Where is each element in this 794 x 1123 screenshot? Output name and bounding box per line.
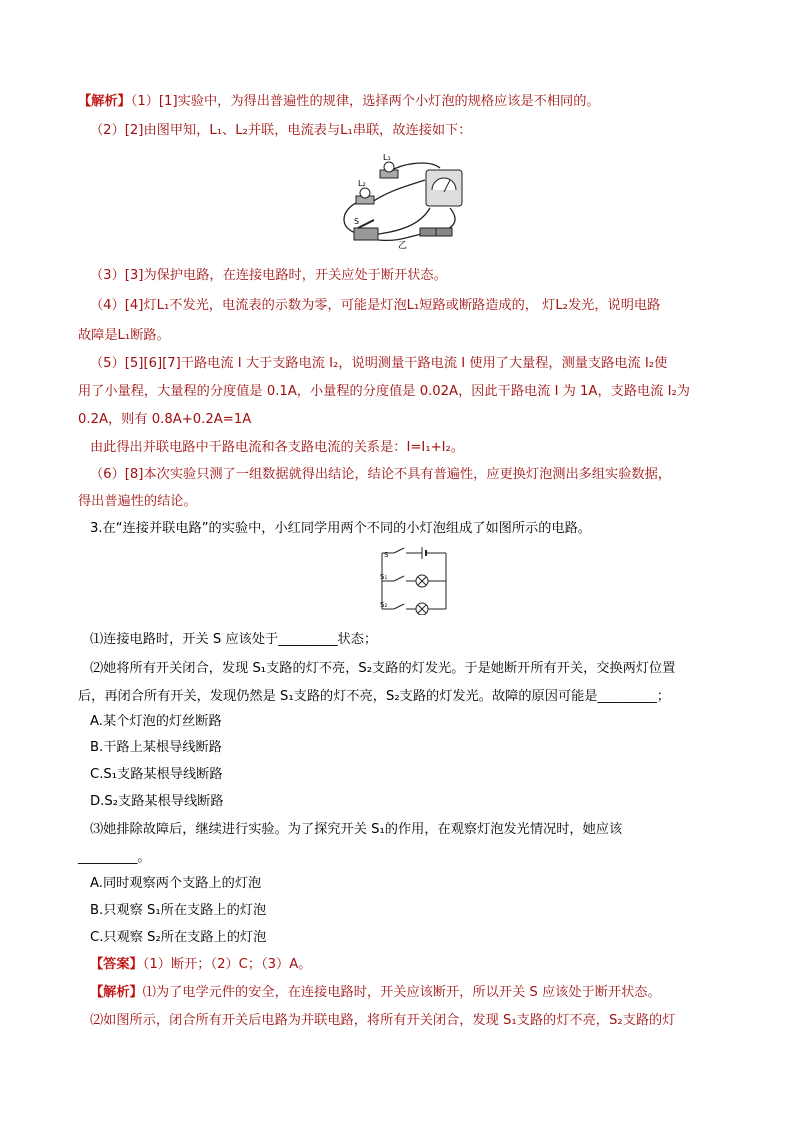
label-S: S <box>354 217 360 226</box>
solution-tag: 【解析】 <box>78 94 131 109</box>
circuit-diagram <box>370 547 452 615</box>
solution-line-4b: 故障是L₁断路。 <box>78 328 170 343</box>
option-3a: A.同时观察两个支路上的灯泡 <box>90 876 262 891</box>
solution3-line-2: ⑵如图所示，闭合所有开关后电路为并联电路，将所有开关闭合，发现 S₁支路的灯不亮，S₂支路的灯 <box>90 1013 676 1028</box>
solution-line-5d: 由此得出并联电路中干路电流和各支路电流的关系是：I=I₁+I₂。 <box>90 440 465 455</box>
solution3-text-1: ⑴为了电学元件的安全，在连接电路时，开关应该断开，所以开关 S 应该处于断开状态。 <box>142 985 661 1000</box>
option-d: D.S₂支路某根导线断路 <box>90 794 224 809</box>
answer-tag: 【答案】 <box>90 957 143 972</box>
option-c: C.S₁支路某根导线断路 <box>90 767 223 782</box>
solution-line-6a: （6）[8]本次实验只测了一组数据就得出结论，结论不具有普遍性，应更换灯泡测出多组实验数据， <box>90 467 671 482</box>
solution-line-1 <box>78 92 600 112</box>
label-yi: 乙 <box>398 241 408 250</box>
label-L1: L₁ <box>383 153 391 162</box>
question-stem: 3.在“连接并联电路”的实验中，小红同学用两个不同的小灯泡组成了如图所示的电路。 <box>90 521 591 536</box>
option-3c: C.只观察 S₂所在支路上的灯泡 <box>90 930 267 945</box>
solution-line-5c: 0.2A，则有 0.8A+0.2A=1A <box>78 412 252 427</box>
question-part-2b: 后，再闭合所有开关，发现仍然是 S₁支路的灯不亮，S₂支路的灯发光。故障的原因可能是_________； <box>78 689 670 704</box>
question-part-2a: ⑵她将所有开关闭合，发现 S₁支路的灯不亮，S₂支路的灯发光。于是她断开所有开关，交换两灯位置 <box>90 661 676 676</box>
solution3-line-1 <box>90 983 661 1003</box>
circuit-photo-figure <box>330 150 480 250</box>
solution-line-4a: （4）[4]灯L₁不发光，电流表的示数为零，可能是灯泡L₁短路或断路造成的， 灯L₂发光，说明电路 <box>90 298 661 313</box>
label-switch-S2: S₂ <box>380 601 388 609</box>
question-part-1: ⑴连接电路时，开关 S 应该处于_________状态； <box>90 632 378 647</box>
solution-text: （1）[1]实验中，为得出普遍性的规律，选择两个小灯泡的规格应该是不相同的。 <box>130 94 600 109</box>
solution-line-5a: （5）[5][6][7]干路电流 I 大于支路电流 I₂，说明测量干路电流 I 使用了大量程，测量支路电流 I₂使 <box>90 356 668 371</box>
solution-line-5b: 用了小量程，大量程的分度值是 0.1A，小量程的分度值是 0.02A，因此干路电流 I 为 1A，支路电流 I₂为 <box>78 384 690 399</box>
question-part-3a: ⑶她排除故障后，继续进行实验。为了探究开关 S₁的作用，在观察灯泡发光情况时，她应该 <box>90 822 623 837</box>
label-switch-S: S <box>384 551 389 559</box>
answer-text: （1）断开；（2）C；（3）A。 <box>142 957 312 972</box>
option-a: A.某个灯泡的灯丝断路 <box>90 714 222 729</box>
question-part-3b: _________。 <box>78 850 151 865</box>
solution3-tag: 【解析】 <box>90 985 143 1000</box>
option-b: B.干路上某根导线断路 <box>90 740 222 755</box>
solution-line-3: （3）[3]为保护电路，在连接电路时，开关应处于断开状态。 <box>90 268 447 283</box>
label-L2: L₂ <box>358 179 366 188</box>
answer-line <box>90 955 311 975</box>
solution-line-2: （2）[2]由图甲知，L₁、L₂并联，电流表与L₁串联，故连接如下： <box>90 123 472 138</box>
label-switch-S1: S₁ <box>380 573 388 581</box>
option-3b: B.只观察 S₁所在支路上的灯泡 <box>90 903 267 918</box>
solution-line-6b: 得出普遍性的结论。 <box>78 494 197 509</box>
